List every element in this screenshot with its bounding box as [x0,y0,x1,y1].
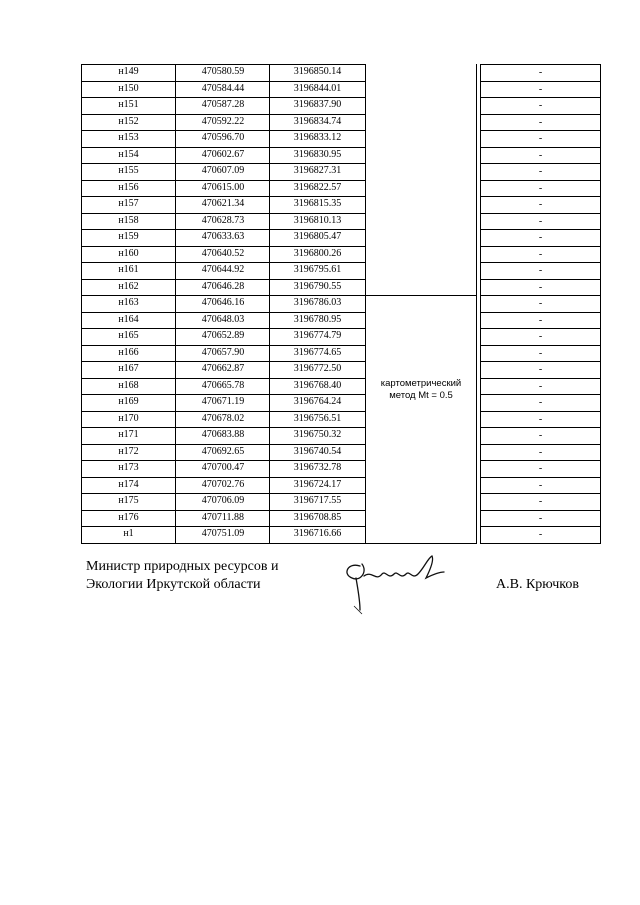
point-name-cell: н165 [118,330,139,341]
empty-value-dash: - [538,248,543,260]
empty-value-dash: - [538,133,543,144]
point-name-cell: н150 [118,82,139,94]
y-coordinate-cell: 3196774.65 [293,346,342,358]
x-coordinate-cell: 470751.09 [201,528,245,539]
y-coordinate-cell: 3196756.51 [293,412,342,424]
y-coordinate-cell: 3196716.66 [293,528,342,539]
point-name-cell: н157 [118,198,139,209]
x-coordinate-cell: 470671.19 [201,396,245,407]
x-coordinate-cell: 470646.28 [201,280,245,292]
table-vline [476,64,477,543]
x-coordinate-cell: 470621.34 [201,198,245,209]
x-coordinate-cell: 470592.22 [201,115,245,127]
point-name-cell: н163 [118,297,139,308]
y-coordinate-cell: 3196822.57 [293,181,342,193]
x-coordinate-cell: 470683.88 [201,429,245,440]
point-name-cell: н155 [118,165,139,176]
point-name-cell: н154 [118,148,139,160]
x-coordinate-cell: 470587.28 [201,99,245,110]
y-coordinate-cell: 3196740.54 [293,445,342,457]
y-coordinate-cell: 3196850.14 [293,66,342,77]
y-coordinate-cell: 3196815.35 [293,198,342,209]
table-vline [600,64,601,543]
point-name-cell: н171 [118,429,139,440]
empty-value-dash: - [538,512,543,524]
method-cell-top-border [365,295,477,296]
y-coordinate-cell: 3196750.32 [293,429,342,440]
y-coordinate-cell: 3196844.01 [293,82,342,94]
empty-value-dash: - [538,331,543,342]
y-coordinate-cell: 3196830.95 [293,148,342,160]
accuracy-method-cell [367,378,475,402]
point-name-cell: н160 [118,247,139,259]
point-name-cell: н1 [123,528,134,539]
y-coordinate-cell: 3196827.31 [293,165,342,176]
x-coordinate-cell: 470628.73 [201,214,245,226]
point-name-cell: н173 [118,462,139,473]
point-name-cell: н176 [118,511,139,523]
x-coordinate-cell: 470580.59 [201,66,245,77]
y-coordinate-cell: 3196790.55 [293,280,342,292]
y-coordinate-cell: 3196800.26 [293,247,342,259]
empty-value-dash: - [538,215,543,227]
empty-value-dash: - [538,232,543,243]
empty-value-dash: - [538,116,543,128]
empty-value-dash: - [538,265,543,276]
empty-value-dash: - [538,529,543,540]
empty-value-dash: - [538,380,543,392]
empty-value-dash: - [538,67,543,78]
x-coordinate-cell: 470711.88 [201,511,245,523]
signatory-name: А.В. Крючков [496,577,579,592]
x-coordinate-cell: 470706.09 [201,495,245,506]
empty-value-dash: - [538,430,543,441]
empty-value-dash: - [538,314,543,326]
x-coordinate-cell: 470607.09 [201,165,245,176]
point-name-cell: н152 [118,115,139,127]
empty-value-dash: - [538,496,543,507]
point-name-cell: н168 [118,379,139,391]
y-coordinate-cell: 3196768.40 [293,379,342,391]
signatory-title-line-2: Экологии Иркутской области [86,577,261,592]
y-coordinate-cell: 3196780.95 [293,313,342,325]
empty-value-dash: - [538,479,543,491]
point-name-cell: н153 [118,132,139,143]
y-coordinate-cell: 3196774.79 [293,330,342,341]
x-coordinate-cell: 470615.00 [201,181,245,193]
empty-value-dash: - [538,397,543,408]
x-coordinate-cell: 470652.89 [201,330,245,341]
y-coordinate-cell: 3196810.13 [293,214,342,226]
x-coordinate-cell: 470662.87 [201,363,245,374]
empty-value-dash: - [538,199,543,210]
point-name-cell: н149 [118,66,139,77]
x-coordinate-cell: 470657.90 [201,346,245,358]
y-coordinate-cell: 3196732.78 [293,462,342,473]
y-coordinate-cell: 3196724.17 [293,478,342,490]
signatory-title-line-1: Министр природных ресурсов и [86,559,279,574]
point-name-cell: н162 [118,280,139,292]
empty-value-dash: - [538,413,543,425]
x-coordinate-cell: 470640.52 [201,247,245,259]
y-coordinate-cell: 3196837.90 [293,99,342,110]
y-coordinate-cell: 3196717.55 [293,495,342,506]
y-coordinate-cell: 3196772.50 [293,363,342,374]
empty-value-dash: - [538,463,543,474]
empty-value-dash: - [538,182,543,194]
empty-value-dash: - [538,83,543,95]
x-coordinate-cell: 470646.16 [201,297,245,308]
y-coordinate-cell: 3196708.85 [293,511,342,523]
point-name-cell: н167 [118,363,139,374]
empty-value-dash: - [538,281,543,293]
x-coordinate-cell: 470665.78 [201,379,245,391]
x-coordinate-cell: 470602.67 [201,148,245,160]
point-name-cell: н174 [118,478,139,490]
y-coordinate-cell: 3196833.12 [293,132,342,143]
empty-value-dash: - [538,446,543,458]
x-coordinate-cell: 470584.44 [201,82,245,94]
y-coordinate-cell: 3196764.24 [293,396,342,407]
x-coordinate-cell: 470700.47 [201,462,245,473]
point-name-cell: н151 [118,99,139,110]
point-name-cell: н164 [118,313,139,325]
y-coordinate-cell: 3196834.74 [293,115,342,127]
y-coordinate-cell: 3196786.03 [293,297,342,308]
point-name-cell: н158 [118,214,139,226]
point-name-cell: н159 [118,231,139,242]
table-bottom-border [81,543,477,544]
x-coordinate-cell: 470633.63 [201,231,245,242]
point-name-cell: н170 [118,412,139,424]
empty-value-dash: - [538,298,543,309]
method-text-line-1: картометрический [380,378,462,389]
y-coordinate-cell: 3196795.61 [293,264,342,275]
point-name-cell: н175 [118,495,139,506]
x-coordinate-cell: 470596.70 [201,132,245,143]
point-name-cell: н161 [118,264,139,275]
handwritten-signature [338,548,448,618]
method-text-line-2: метод Mt = 0.5 [389,390,453,401]
table-vline [365,64,366,543]
point-name-cell: н172 [118,445,139,457]
empty-value-dash: - [538,347,543,359]
y-coordinate-cell: 3196805.47 [293,231,342,242]
empty-value-dash: - [538,166,543,177]
point-name-cell: н156 [118,181,139,193]
point-name-cell: н169 [118,396,139,407]
x-coordinate-cell: 470692.65 [201,445,245,457]
empty-value-dash: - [538,364,543,375]
point-name-cell: н166 [118,346,139,358]
x-coordinate-cell: 470702.76 [201,478,245,490]
x-coordinate-cell: 470648.03 [201,313,245,325]
empty-value-dash: - [538,100,543,111]
x-coordinate-cell: 470678.02 [201,412,245,424]
x-coordinate-cell: 470644.92 [201,264,245,275]
empty-value-dash: - [538,149,543,161]
